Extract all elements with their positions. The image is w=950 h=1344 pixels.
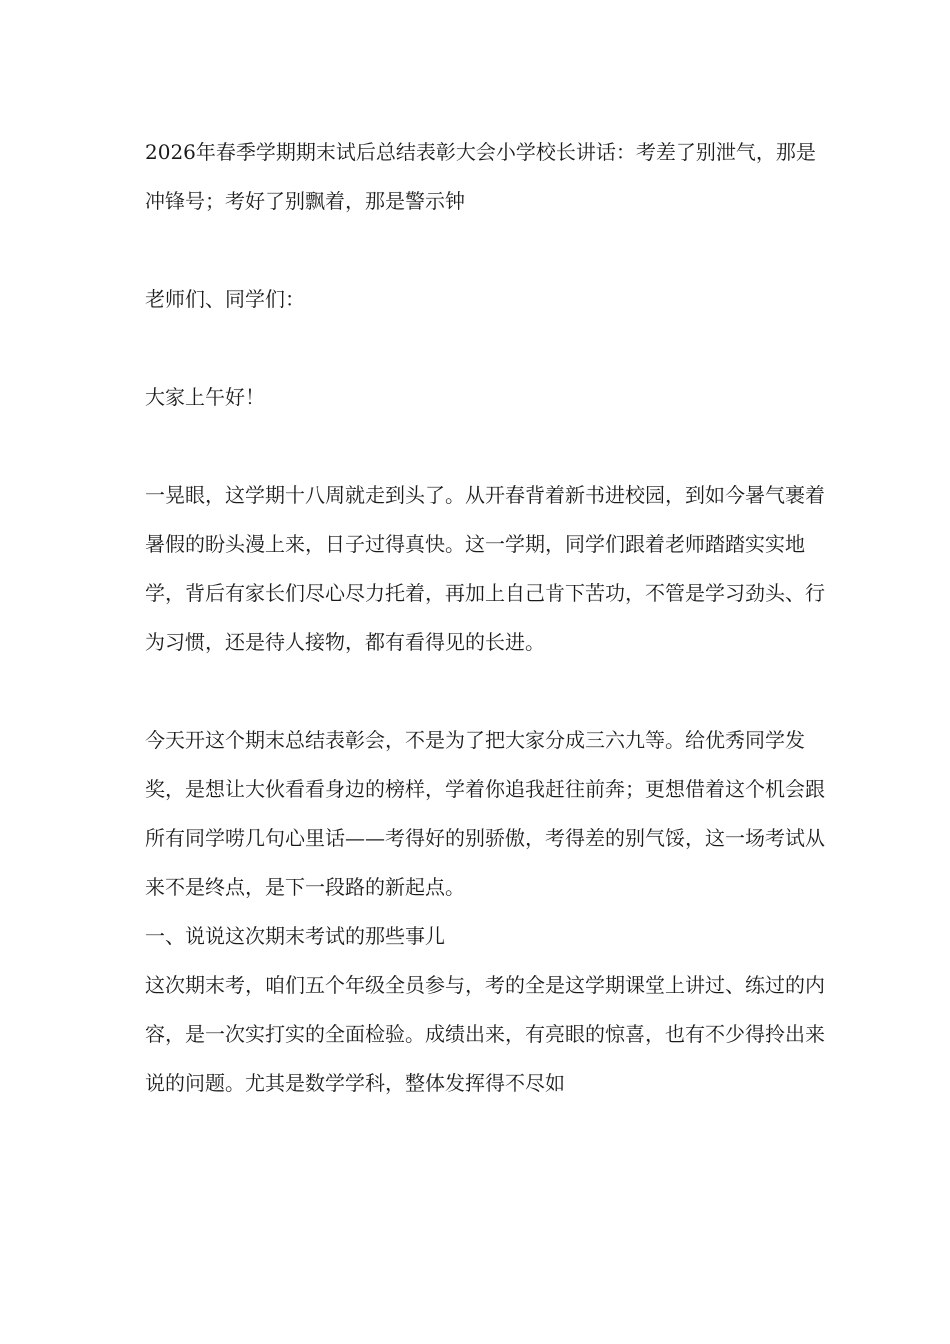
document-page <box>145 128 835 1108</box>
paragraph-3: 这次期末考，咱们五个年级全员参与，考的全是这学期课堂上讲过、练过的内容，是一次实打实的全面检验。成绩出来，有亮眼的惊喜，也有不少得拎出来说的问题。尤其是数学学科，整体发挥得不尽如 <box>145 973 825 1095</box>
paragraph-1: 一晃眼，这学期十八周就走到头了。从开春背着新书进校园，到如今暑气裹着暑假的盼头漫上来，日子过得真快。这一学期，同学们跟着老师踏踏实实地学，背后有家长们尽心尽力托着，再加上自己肯下苦功，不管是学习劲头、行为习惯，还是待人接物，都有看得见的长进。 <box>145 483 825 654</box>
document-title: 2026年春季学期期末试后总结表彰大会小学校长讲话：考差了别泄气，那是冲锋号；考好了别飘着，那是警示钟 <box>145 140 816 213</box>
greeting: 大家上午好！ <box>145 385 265 409</box>
salutation: 老师们、同学们： <box>145 287 305 311</box>
section-1-heading: 一、说说这次期末考试的那些事儿 <box>145 924 445 948</box>
paragraph-2: 今天开这个期末总结表彰会，不是为了把大家分成三六九等。给优秀同学发奖，是想让大伙看看身边的榜样，学着你追我赶往前奔；更想借着这个机会跟所有同学唠几句心里话——考得好的别骄傲，考得差的别气馁，这一场考试从来不是终点，是下一段路的新起点。 <box>145 728 825 899</box>
